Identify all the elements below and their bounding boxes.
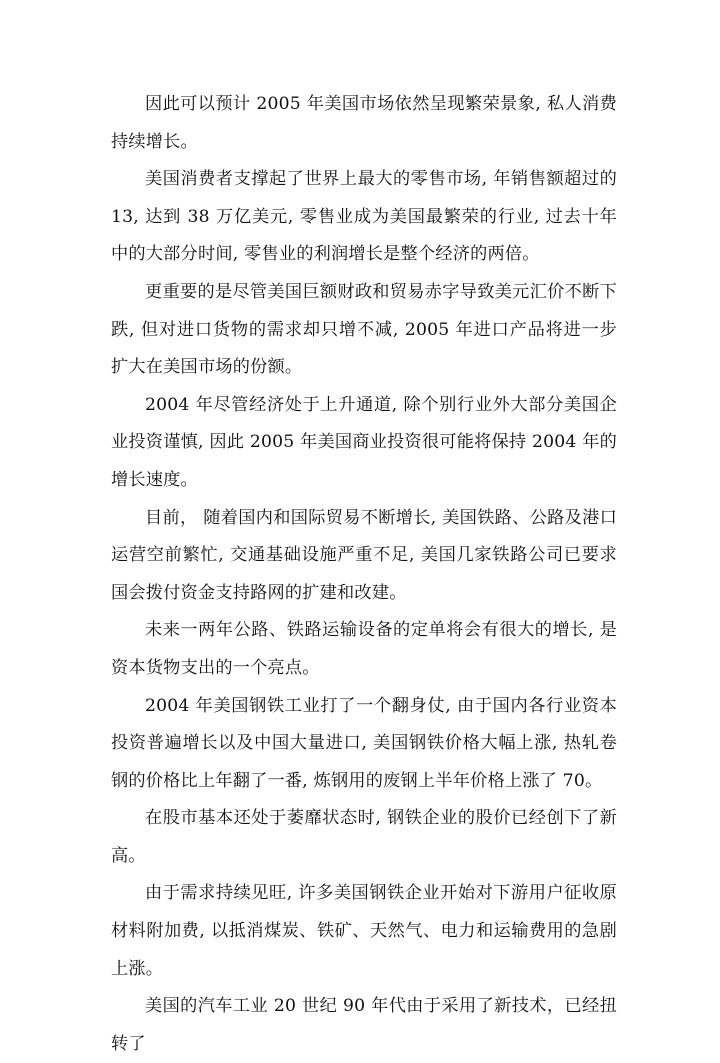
document-body — [111, 86, 617, 1063]
paragraph: 2004 年美国钢铁工业打了一个翻身仗, 由于国内各行业资本投资普遍增长以及中国大量进口, 美国钢铁价格大幅上涨, 热轧卷钢的价格比上年翻了一番, 炼钢用的废钢上半年价格上涨了 70。 — [111, 695, 617, 791]
paragraph: 美国的汽车工业 20 世纪 90 年代由于采用了新技术，已经扭转了 — [111, 996, 617, 1054]
paragraph: 目前， 随着国内和国际贸易不断增长, 美国铁路、公路及港口运营空前繁忙, 交通基础设施严重不足, 美国几家铁路公司已要求国会拨付资金支持路网的扩建和改建。 — [111, 507, 617, 603]
paragraph: 因此可以预计 2005 年美国市场依然呈现繁荣景象, 私人消费持续增长。 — [111, 94, 617, 152]
paragraph: 美国消费者支撑起了世界上最大的零售市场, 年销售额超过的 13, 达到 38 万亿美元, 零售业成为美国最繁荣的行业, 过去十年中的大部分时间, 零售业的利润增长是整个经济的两倍。 — [111, 169, 617, 265]
paragraph: 未来一两年公路、铁路运输设备的定单将会有很大的增长, 是资本货物支出的一个亮点。 — [111, 620, 617, 678]
paragraph: 由于需求持续见旺, 许多美国钢铁企业开始对下游用户征收原材料附加费, 以抵消煤炭、铁矿、天然气、电力和运输费用的急剧上涨。 — [111, 883, 617, 979]
paragraph: 2004 年尽管经济处于上升通道, 除个别行业外大部分美国企业投资谨慎, 因此 2005 年美国商业投资很可能将保持 2004 年的增长速度。 — [111, 394, 617, 490]
paragraph: 更重要的是尽管美国巨额财政和贸易赤字导致美元汇价不断下跌, 但对进口货物的需求却只增不减, 2005 年进口产品将进一步扩大在美国市场的份额。 — [111, 281, 617, 378]
paragraph: 在股市基本还处于萎靡状态时, 钢铁企业的股价已经创下了新高。 — [111, 808, 617, 866]
